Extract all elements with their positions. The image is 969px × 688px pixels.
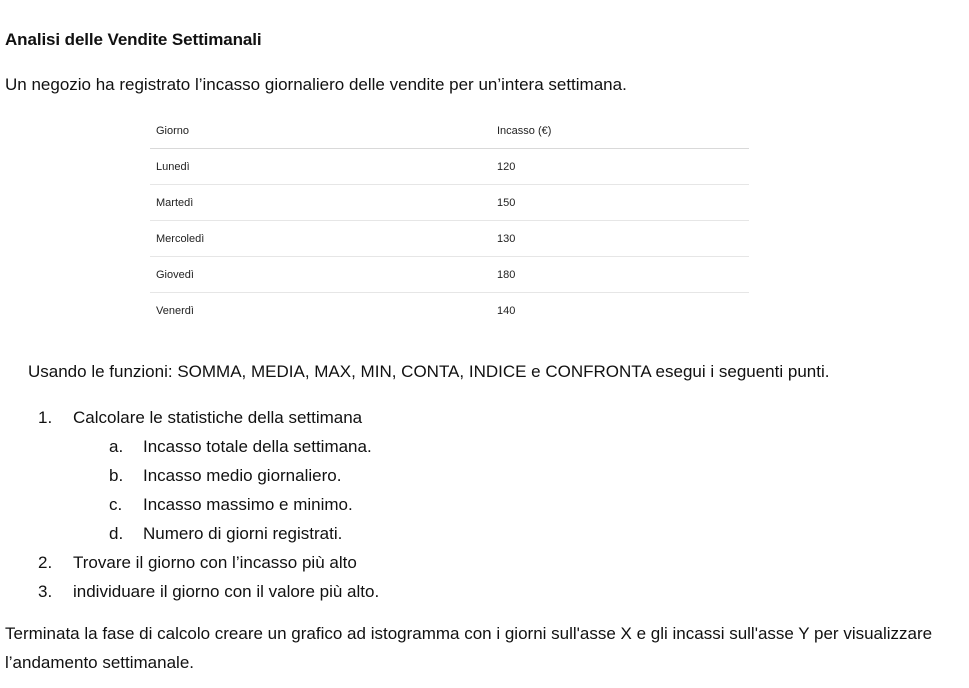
day-cell: Giovedì (150, 257, 491, 293)
intro-paragraph: Un negozio ha registrato l’incasso giornaliero delle vendite per un’intera settimana. (5, 75, 627, 94)
substep-letter: d. (109, 524, 124, 543)
list-item (73, 490, 379, 519)
revenue-cell: 140 (497, 304, 516, 317)
substep-letter: c. (109, 495, 123, 514)
table-row (150, 293, 749, 329)
substeps-list (73, 432, 379, 548)
day-cell: Venerdì (156, 304, 194, 317)
revenue-cell: 120 (491, 149, 749, 185)
list-item (73, 432, 379, 461)
step-number: 1. (38, 408, 53, 427)
table-header-row (150, 113, 749, 149)
step-text: Trovare il giorno con l’incasso più alto (73, 553, 357, 572)
sales-table-container (150, 113, 749, 328)
step-number: 2. (38, 553, 53, 572)
step-text: individuare il giorno con il valore più alto. (73, 582, 380, 601)
list-item (73, 461, 379, 490)
revenue-cell: 180 (491, 257, 749, 293)
step-number: 3. (38, 582, 53, 601)
step-text: Calcolare le statistiche della settimana (73, 408, 363, 427)
day-cell: Martedì (150, 185, 491, 221)
day-cell: Lunedì (150, 149, 491, 185)
substep-text: Incasso totale della settimana. (143, 437, 372, 456)
table-row (150, 149, 749, 185)
conclusion-paragraph: Terminata la fase di calcolo creare un grafico ad istogramma con i giorni sull'asse X e gli incassi sull'asse Y per visualizzare l’andamento settimanale. (5, 624, 933, 672)
day-cell: Mercoledì (150, 221, 491, 257)
revenue-cell: 130 (491, 221, 749, 257)
substep-letter: b. (109, 466, 124, 485)
steps-list (0, 403, 379, 606)
table-row (150, 257, 749, 293)
sales-table (150, 113, 749, 328)
table-row (150, 221, 749, 257)
document-title: Analisi delle Vendite Settimanali (5, 30, 262, 49)
column-header-revenue: Incasso (€) (491, 113, 749, 149)
substep-text: Numero di giorni registrati. (143, 524, 343, 543)
list-item (73, 519, 379, 548)
instructions-paragraph: Usando le funzioni: SOMMA, MEDIA, MAX, MIN, CONTA, INDICE e CONFRONTA esegui i seguenti punti. (28, 362, 830, 381)
substep-text: Incasso massimo e minimo. (143, 495, 353, 514)
list-item (0, 548, 379, 577)
column-header-day: Giorno (150, 113, 491, 149)
table-row (150, 185, 749, 221)
revenue-cell: 150 (491, 185, 749, 221)
list-item (0, 403, 379, 548)
substep-text: Incasso medio giornaliero. (143, 466, 342, 485)
substep-letter: a. (109, 437, 124, 456)
list-item (0, 577, 379, 606)
